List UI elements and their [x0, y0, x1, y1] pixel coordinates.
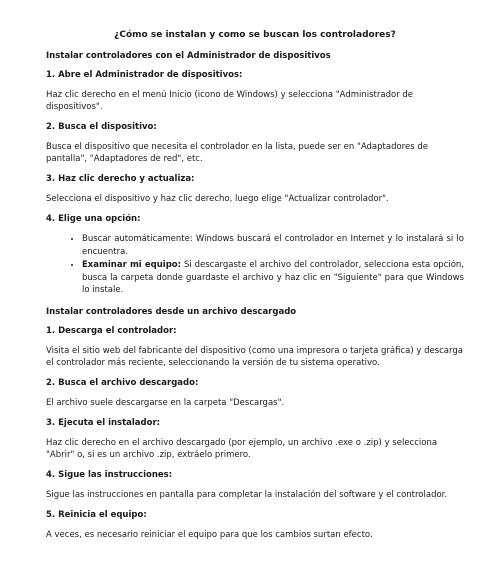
s2-step2-heading: 2. Busca el archivo descargado: — [46, 377, 199, 388]
s1-step1-heading: 1. Abre el Administrador de dispositivos: — [46, 70, 243, 80]
s1-step3-heading: 3. Haz clic derecho y actualiza: — [46, 174, 195, 184]
s2-step3-heading: 3. Ejecuta el instalador: — [46, 417, 161, 428]
s1-step1-text: Haz clic derecho en el menú Inicio (icono de Windows) y selecciona "Administrador de dispositivos". — [46, 90, 414, 112]
s1-step2-text: Busca el dispositivo que necesita el controlador en la lista, puede ser en "Adaptadores de pantalla", "Adaptadores de red", etc. — [46, 142, 428, 164]
s1-step2-heading: 2. Busca el dispositivo: — [46, 122, 157, 132]
option-text: Si descargaste el archivo del controlador, selecciona esta opción, busca la carpeta donde guardaste el archivo y haz clic en "Siguiente" para que Windows lo instale. — [82, 260, 464, 295]
s2-step5-heading: 5. Reinicia el equipo: — [46, 509, 147, 520]
s2-step3-text: Haz clic derecho en el archivo descargado (por ejemplo, un archivo .exe o .zip) y selecciona "Abrir" o, si es un archivo .zip, extráelo primero. — [46, 437, 438, 460]
section2-heading: Instalar controladores desde un archivo descargado — [46, 306, 297, 317]
s1-step4-heading: 4. Elige una opción: — [46, 214, 141, 224]
s2-step4-text: Sigue las instrucciones en pantalla para completar la instalación del software y el controlador. — [46, 489, 448, 500]
list-item — [82, 259, 464, 297]
s2-step4-heading: 4. Sigue las instrucciones: — [46, 469, 173, 480]
section1-heading: Instalar controladores con el Administrador de dispositivos — [46, 51, 331, 61]
s1-step3-text: Selecciona el dispositivo y haz clic derecho, luego elige "Actualizar controlador". — [46, 194, 389, 204]
document-title: ¿Cómo se instalan y como se buscan los controladores? — [114, 30, 396, 40]
s2-step1-heading: 1. Descarga el controlador: — [46, 325, 177, 336]
options-list — [46, 233, 464, 297]
s2-step5-text: A veces, es necesario reiniciar el equipo para que los cambios surtan efecto. — [46, 529, 373, 540]
option-lead: Examinar mi equipo: — [82, 260, 182, 270]
list-item — [82, 233, 464, 258]
s2-step2-text: El archivo suele descargarse en la carpeta "Descargas". — [46, 397, 285, 408]
s2-step1-text: Visita el sitio web del fabricante del dispositivo (como una impresora o tarjeta gráfica) y descarga el controlador más reciente, seleccionando la versión de tu sistema operativo. — [46, 345, 463, 368]
option-text: Buscar automáticamente: Windows buscará el controlador en Internet y lo instalará si lo encuentra. — [82, 234, 464, 257]
